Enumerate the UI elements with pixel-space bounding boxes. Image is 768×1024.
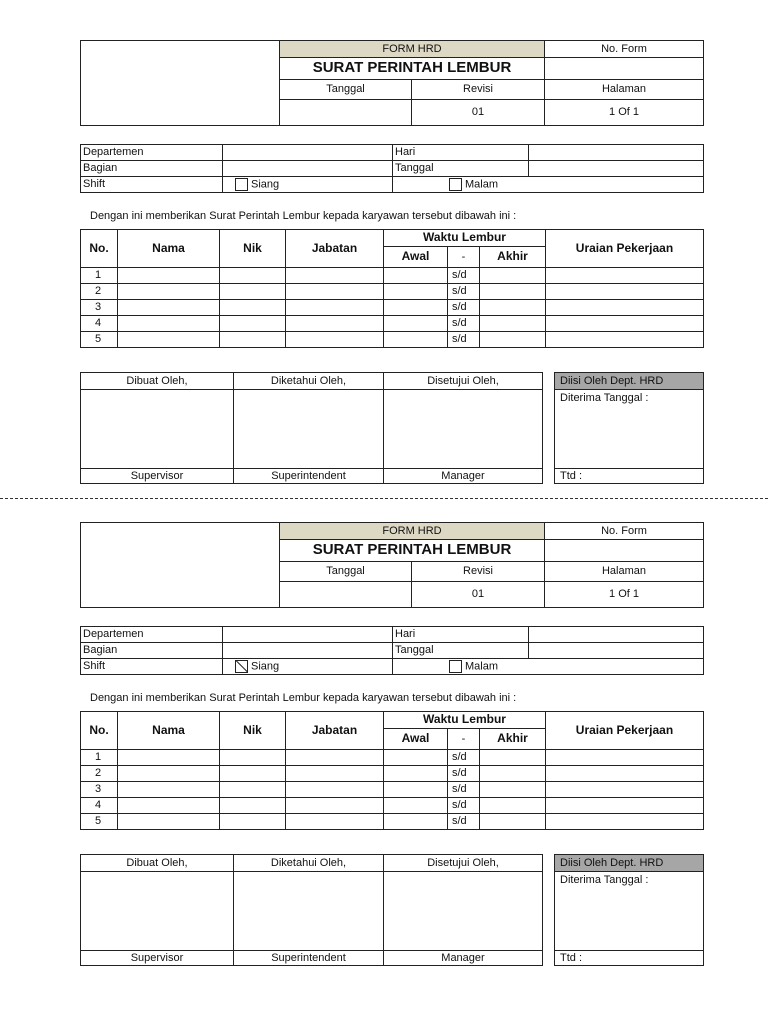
no-form-value[interactable] [545, 58, 704, 80]
tanggal-field[interactable] [529, 161, 704, 177]
nama-cell[interactable] [118, 284, 220, 300]
col-nik: Nik [220, 230, 286, 268]
overtime-row [81, 284, 704, 300]
row-number: 2 [81, 766, 118, 782]
supervisor-label: Supervisor [81, 469, 234, 484]
awal-cell[interactable] [384, 766, 448, 782]
manager-label: Manager [384, 951, 543, 966]
awal-cell[interactable] [384, 782, 448, 798]
nama-cell[interactable] [118, 300, 220, 316]
row-number: 1 [81, 268, 118, 284]
col-waktu-lembur: Waktu Lembur [384, 712, 546, 729]
diketahui-label: Diketahui Oleh, [234, 855, 384, 872]
nik-cell[interactable] [220, 782, 286, 798]
sd-cell: s/d [448, 316, 480, 332]
jabatan-cell[interactable] [286, 814, 384, 830]
cut-line [0, 498, 768, 499]
tanggal-info-label: Tanggal [393, 643, 529, 659]
sd-cell: s/d [448, 268, 480, 284]
overtime-row [81, 316, 704, 332]
uraian-cell[interactable] [546, 798, 704, 814]
tanggal-value[interactable] [280, 100, 412, 126]
nama-cell[interactable] [118, 798, 220, 814]
col-waktu-lembur: Waktu Lembur [384, 230, 546, 247]
sd-cell: s/d [448, 750, 480, 766]
siang-option [223, 177, 393, 193]
form-header-table [80, 40, 704, 126]
col-jabatan: Jabatan [286, 712, 384, 750]
malam-checkbox[interactable] [449, 660, 462, 673]
halaman-value: 1 Of 1 [545, 582, 704, 608]
akhir-cell[interactable] [480, 284, 546, 300]
awal-cell[interactable] [384, 750, 448, 766]
uraian-cell[interactable] [546, 300, 704, 316]
col-dash: - [448, 247, 480, 268]
hrd-header: Diisi Oleh Dept. HRD [555, 855, 704, 872]
revisi-value: 01 [412, 100, 545, 126]
jabatan-cell[interactable] [286, 300, 384, 316]
nik-cell[interactable] [220, 332, 286, 348]
overtime-table [80, 229, 704, 348]
shift-label: Shift [81, 177, 223, 193]
no-form-label: No. Form [545, 523, 704, 540]
form-hrd-label: FORM HRD [280, 523, 545, 540]
dibuat-label: Dibuat Oleh, [81, 855, 234, 872]
overtime-row [81, 750, 704, 766]
siang-checkbox[interactable] [235, 178, 248, 191]
jabatan-cell[interactable] [286, 332, 384, 348]
nama-cell[interactable] [118, 766, 220, 782]
supervisor-signature-area[interactable] [81, 872, 234, 951]
uraian-cell[interactable] [546, 284, 704, 300]
col-dash: - [448, 729, 480, 750]
superintendent-signature-area[interactable] [234, 390, 384, 469]
dibuat-label: Dibuat Oleh, [81, 373, 234, 390]
row-number: 3 [81, 782, 118, 798]
overtime-row [81, 782, 704, 798]
siang-label: Siang [251, 660, 280, 673]
overtime-row [81, 332, 704, 348]
departemen-label: Departemen [81, 145, 223, 161]
logo-cell [81, 523, 280, 608]
akhir-cell[interactable] [480, 300, 546, 316]
hari-label: Hari [393, 627, 529, 643]
bagian-label: Bagian [81, 161, 223, 177]
bagian-label: Bagian [81, 643, 223, 659]
sd-cell: s/d [448, 332, 480, 348]
row-number: 4 [81, 798, 118, 814]
uraian-cell[interactable] [546, 750, 704, 766]
halaman-label: Halaman [545, 80, 704, 100]
akhir-cell[interactable] [480, 766, 546, 782]
nik-cell[interactable] [220, 750, 286, 766]
akhir-cell[interactable] [480, 750, 546, 766]
akhir-cell[interactable] [480, 316, 546, 332]
row-number: 1 [81, 750, 118, 766]
sd-cell: s/d [448, 766, 480, 782]
ttd-label: Ttd : [555, 469, 704, 484]
nik-cell[interactable] [220, 798, 286, 814]
akhir-cell[interactable] [480, 268, 546, 284]
tanggal-label: Tanggal [280, 80, 412, 100]
nama-cell[interactable] [118, 316, 220, 332]
logo-cell [81, 41, 280, 126]
col-jabatan: Jabatan [286, 230, 384, 268]
departemen-field[interactable] [223, 627, 393, 643]
nik-cell[interactable] [220, 284, 286, 300]
tanggal-info-label: Tanggal [393, 161, 529, 177]
sd-cell: s/d [448, 782, 480, 798]
disetujui-label: Disetujui Oleh, [384, 373, 543, 390]
nama-cell[interactable] [118, 750, 220, 766]
supervisor-label: Supervisor [81, 951, 234, 966]
awal-cell[interactable] [384, 814, 448, 830]
awal-cell[interactable] [384, 300, 448, 316]
uraian-cell[interactable] [546, 268, 704, 284]
row-number: 5 [81, 814, 118, 830]
supervisor-signature-area[interactable] [81, 390, 234, 469]
siang-label: Siang [251, 178, 280, 191]
akhir-cell[interactable] [480, 798, 546, 814]
disetujui-label: Disetujui Oleh, [384, 855, 543, 872]
overtime-row [81, 814, 704, 830]
revisi-label: Revisi [412, 80, 545, 100]
departemen-field[interactable] [223, 145, 393, 161]
hari-field[interactable] [529, 145, 704, 161]
halaman-value: 1 Of 1 [545, 100, 704, 126]
malam-option [393, 177, 704, 193]
superintendent-label: Superintendent [234, 469, 384, 484]
col-no: No. [81, 230, 118, 268]
malam-label: Malam [465, 660, 499, 673]
sd-cell: s/d [448, 814, 480, 830]
col-akhir: Akhir [480, 729, 546, 750]
uraian-cell[interactable] [546, 782, 704, 798]
hrd-box [554, 372, 704, 484]
jabatan-cell[interactable] [286, 268, 384, 284]
overtime-row [81, 798, 704, 814]
malam-checkbox[interactable] [449, 178, 462, 191]
manager-label: Manager [384, 469, 543, 484]
akhir-cell[interactable] [480, 814, 546, 830]
superintendent-signature-area[interactable] [234, 872, 384, 951]
manager-signature-area[interactable] [384, 390, 543, 469]
revisi-label: Revisi [412, 562, 545, 582]
halaman-label: Halaman [545, 562, 704, 582]
col-uraian: Uraian Pekerjaan [546, 230, 704, 268]
awal-cell[interactable] [384, 284, 448, 300]
row-number: 3 [81, 300, 118, 316]
malam-option [393, 659, 704, 675]
form-title: SURAT PERINTAH LEMBUR [280, 58, 545, 80]
shift-label: Shift [81, 659, 223, 675]
jabatan-cell[interactable] [286, 782, 384, 798]
akhir-cell[interactable] [480, 332, 546, 348]
tanggal-field[interactable] [529, 643, 704, 659]
revisi-value: 01 [412, 582, 545, 608]
intro-text: Dengan ini memberikan Surat Perintah Lembur kepada karyawan tersebut dibawah ini : [90, 210, 517, 222]
col-awal: Awal [384, 247, 448, 268]
diterima-tanggal-label: Diterima Tanggal : [555, 390, 704, 469]
intro-text: Dengan ini memberikan Surat Perintah Lembur kepada karyawan tersebut dibawah ini : [90, 692, 517, 704]
col-awal: Awal [384, 729, 448, 750]
akhir-cell[interactable] [480, 782, 546, 798]
col-uraian: Uraian Pekerjaan [546, 712, 704, 750]
nama-cell[interactable] [118, 782, 220, 798]
diketahui-label: Diketahui Oleh, [234, 373, 384, 390]
overtime-row [81, 300, 704, 316]
awal-cell[interactable] [384, 316, 448, 332]
bagian-field[interactable] [223, 643, 393, 659]
overtime-table [80, 711, 704, 830]
departemen-label: Departemen [81, 627, 223, 643]
employee-info-table [80, 144, 704, 193]
malam-label: Malam [465, 178, 499, 191]
form-header-table [80, 522, 704, 608]
row-number: 2 [81, 284, 118, 300]
nama-cell[interactable] [118, 814, 220, 830]
ttd-label: Ttd : [555, 951, 704, 966]
awal-cell[interactable] [384, 798, 448, 814]
manager-signature-area[interactable] [384, 872, 543, 951]
nik-cell[interactable] [220, 316, 286, 332]
col-nama: Nama [118, 712, 220, 750]
sd-cell: s/d [448, 798, 480, 814]
uraian-cell[interactable] [546, 814, 704, 830]
jabatan-cell[interactable] [286, 750, 384, 766]
nik-cell[interactable] [220, 300, 286, 316]
siang-option [223, 659, 393, 675]
hari-field[interactable] [529, 627, 704, 643]
col-no: No. [81, 712, 118, 750]
jabatan-cell[interactable] [286, 766, 384, 782]
awal-cell[interactable] [384, 332, 448, 348]
no-form-label: No. Form [545, 41, 704, 58]
sd-cell: s/d [448, 300, 480, 316]
nik-cell[interactable] [220, 814, 286, 830]
col-nik: Nik [220, 712, 286, 750]
sd-cell: s/d [448, 284, 480, 300]
superintendent-label: Superintendent [234, 951, 384, 966]
hrd-box [554, 854, 704, 966]
jabatan-cell[interactable] [286, 284, 384, 300]
siang-checkbox[interactable] [235, 660, 248, 673]
tanggal-value[interactable] [280, 582, 412, 608]
col-nama: Nama [118, 230, 220, 268]
jabatan-cell[interactable] [286, 798, 384, 814]
signature-table [80, 372, 543, 484]
nik-cell[interactable] [220, 766, 286, 782]
diterima-tanggal-label: Diterima Tanggal : [555, 872, 704, 951]
uraian-cell[interactable] [546, 316, 704, 332]
no-form-value[interactable] [545, 540, 704, 562]
bagian-field[interactable] [223, 161, 393, 177]
tanggal-label: Tanggal [280, 562, 412, 582]
signature-table [80, 854, 543, 966]
hrd-header: Diisi Oleh Dept. HRD [555, 373, 704, 390]
employee-info-table [80, 626, 704, 675]
form-title: SURAT PERINTAH LEMBUR [280, 540, 545, 562]
form-hrd-label: FORM HRD [280, 41, 545, 58]
overtime-row [81, 268, 704, 284]
uraian-cell[interactable] [546, 766, 704, 782]
nik-cell[interactable] [220, 268, 286, 284]
jabatan-cell[interactable] [286, 316, 384, 332]
row-number: 5 [81, 332, 118, 348]
row-number: 4 [81, 316, 118, 332]
nama-cell[interactable] [118, 332, 220, 348]
uraian-cell[interactable] [546, 332, 704, 348]
col-akhir: Akhir [480, 247, 546, 268]
hari-label: Hari [393, 145, 529, 161]
nama-cell[interactable] [118, 268, 220, 284]
awal-cell[interactable] [384, 268, 448, 284]
overtime-row [81, 766, 704, 782]
